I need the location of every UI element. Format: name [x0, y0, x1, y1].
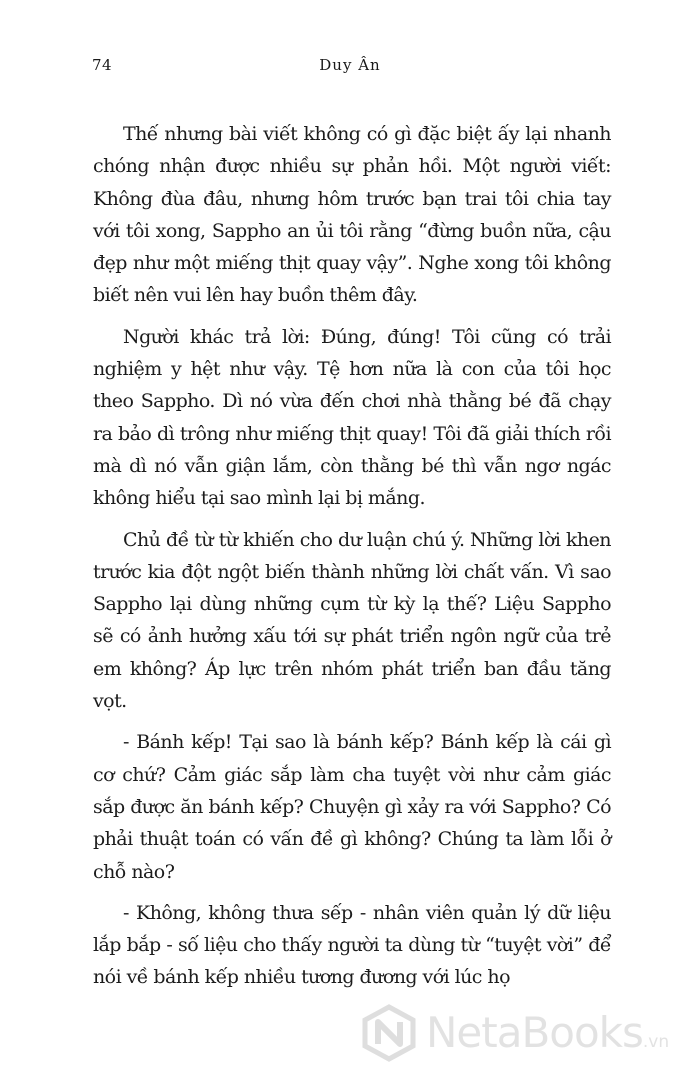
paragraph: - Bánh kếp! Tại sao là bánh kếp? Bánh kếp là cái gì cơ chứ? Cảm giác sắp làm cha tuyệt vời như cảm giác sắp được ăn bánh kếp? Chuyện gì xảy ra với Sappho? Có phải thuật toán có vấn đề gì không? Chúng ta làm lỗi ở chỗ nào?: [93, 731, 611, 883]
page-header: [0, 56, 700, 80]
paragraph: - Không, không thưa sếp - nhân viên quản lý dữ liệu lắp bắp - số liệu cho thấy người ta dùng từ “tuyệt vời” để nói về bánh kếp nhiều tương đương với lúc họ: [93, 901, 611, 989]
watermark-text: [426, 1004, 669, 1071]
page-number: 74: [92, 56, 113, 74]
watermark-suffix: .vn: [642, 1032, 670, 1052]
watermark-brand: NetaBooks: [426, 1008, 643, 1057]
paragraph: Thế nhưng bài viết không có gì đặc biệt ấy lại nhanh chóng nhận được nhiều sự phản hồi. Một người viết: Không đùa đâu, nhưng hôm trước bạn trai tôi chia tay với tôi xong, Sappho an ủi tôi rằng “đừng buồn nữa, cậu đẹp như một miếng thịt quay vậy”. Nghe xong tôi không biết nên vui lên hay buồn thêm đây.: [93, 123, 611, 307]
paragraph: Người khác trả lời: Đúng, đúng! Tôi cũng có trải nghiệm y hệt như vậy. Tệ hơn nữa là con của tôi học theo Sappho. Dì nó vừa đến chơi nhà thằng bé đã chạy ra bảo dì trông như miếng thịt quay! Tôi đã giải thích rồi mà dì nó vẫn giận lắm, còn thằng bé thì vẫn ngơ ngác không hiểu tại sao mình lại bị mắng.: [93, 325, 611, 510]
netabooks-logo-icon: [360, 1004, 418, 1062]
body-text: [93, 118, 611, 1003]
running-head: Duy Ân: [319, 56, 381, 74]
paragraph: Chủ đề từ từ khiến cho dư luận chú ý. Những lời khen trước kia đột ngột biến thành những lời chất vấn. Vì sao Sappho lại dùng những cụm từ kỳ lạ thế? Liệu Sappho sẽ có ảnh hưởng xấu tới sự phát triển ngôn ngữ của trẻ em không? Áp lực trên nhóm phát triển ban đầu tăng vọt.: [93, 528, 611, 713]
watermark: [360, 998, 690, 1068]
